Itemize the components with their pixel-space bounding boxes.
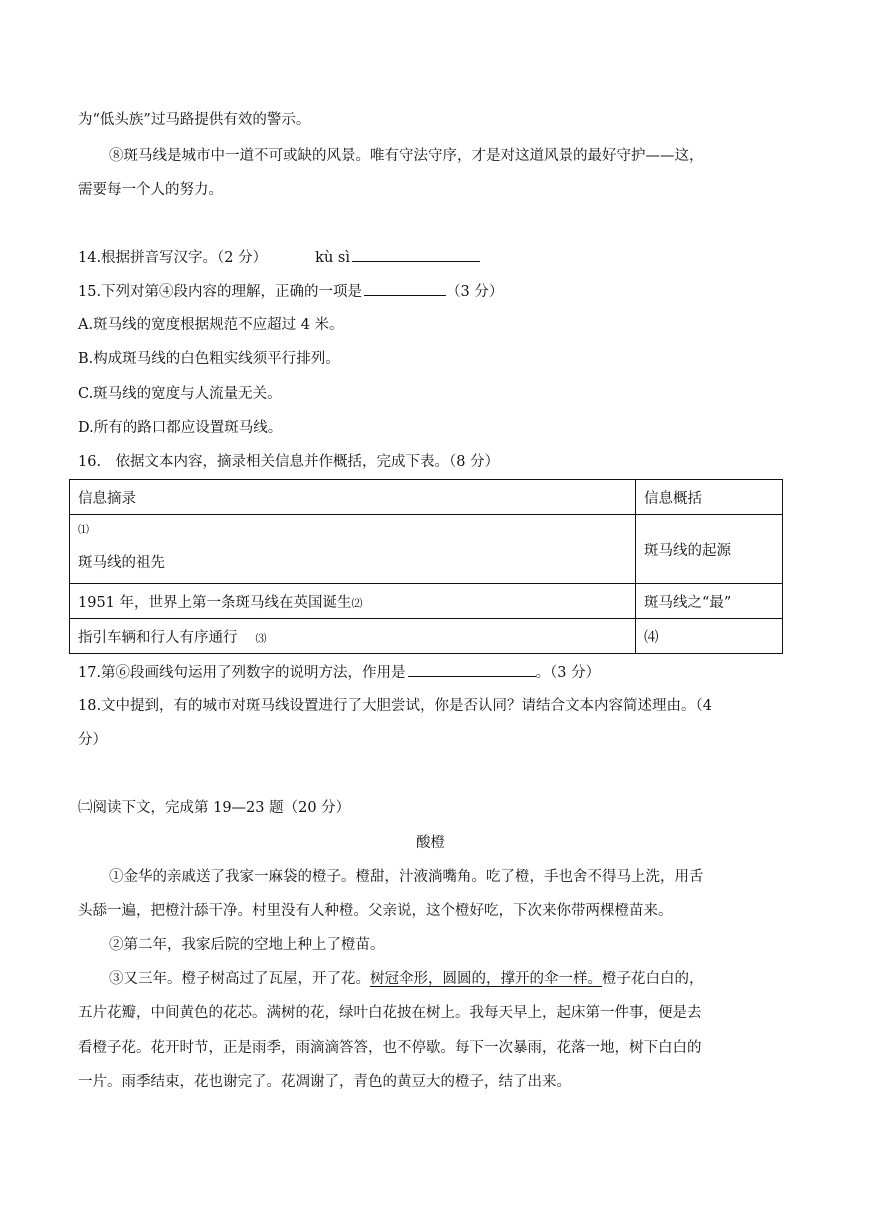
excerpt-text-3: 指引车辆和行人有序通行 <box>78 629 238 646</box>
option-a: A.斑马线的宽度根据规范不应超过 4 米。 <box>78 317 344 333</box>
paragraph-8-line-1: ⑧斑马线是城市中一道不可或缺的风景。唯有守法守序，才是对这道风景的最好守护——这， <box>109 148 704 164</box>
question-18-line-2: 分） <box>78 732 107 748</box>
blank-marker-3: ⑶ <box>255 631 267 645</box>
table-header-excerpt: 信息摘录 <box>70 480 636 515</box>
question-17 <box>78 662 600 683</box>
article-paragraph-1-line-2: 头舔一遍，把橙汁舔干净。村里没有人种橙。父亲说，这个橙好吃，下次来你带两棵橙苗来。 <box>78 903 673 919</box>
question-16: 16. 依据文本内容，摘录相关信息并作概括，完成下表。（8 分） <box>78 454 500 470</box>
paragraph-7-end: 为“低头族”过马路提供有效的警示。 <box>78 112 311 128</box>
article-paragraph-3-line-3: 看橙子花。花开时节，正是雨季，雨滴滴答答，也不停歇。每下一次暴雨，花落一地，树下白白的 <box>78 1040 702 1056</box>
paragraph-3-text-a: ③又三年。橙子树高过了瓦屋，开了花。 <box>109 971 370 987</box>
answer-blank-17[interactable] <box>408 662 536 677</box>
article-paragraph-3-line-4: 一片。雨季结束，花也谢完了。花凋谢了，青色的黄豆大的橙子，结了出来。 <box>78 1074 571 1090</box>
paragraph-8-line-2: 需要每一个人的努力。 <box>78 182 223 198</box>
underlined-sentence: 树冠伞形，圆圆的，撑开的伞一样。 <box>370 971 602 987</box>
answer-blank-14[interactable] <box>352 247 480 262</box>
question-17-text: 17.第⑥段画线句运用了列数字的说明方法，作用是 <box>78 665 406 681</box>
article-paragraph-1-line-1: ①金华的亲戚送了我家一麻袋的橙子。橙甜，汁液淌嘴角。吃了橙，手也舍不得马上洗，用舌 <box>109 869 704 885</box>
table-row <box>70 619 783 654</box>
question-14 <box>78 247 480 268</box>
blank-marker-1: ⑴ <box>78 523 89 536</box>
excerpt-text-2: 1951 年，世界上第一条斑马线在英国诞生 <box>78 594 352 611</box>
article-title: 酸橙 <box>416 835 445 851</box>
table-row <box>70 515 783 584</box>
section-heading: ㈡阅读下文，完成第 19—23 题（20 分） <box>78 800 351 816</box>
table-header-row <box>70 480 783 515</box>
question-17-tail: 。（3 分） <box>535 665 601 681</box>
table-cell-summary: 斑马线的起源 <box>636 515 783 584</box>
table-cell-excerpt[interactable] <box>70 619 636 654</box>
excerpt-text-1: 斑马线的祖先 <box>78 555 165 571</box>
table-cell-summary: 斑马线之“最” <box>636 584 783 619</box>
question-15-score: （3 分） <box>446 284 504 300</box>
table-header-summary: 信息概括 <box>636 480 783 515</box>
table-row <box>70 584 783 619</box>
table-cell-summary-blank[interactable]: ⑷ <box>636 619 783 654</box>
option-c: C.斑马线的宽度与人流量无关。 <box>78 386 282 402</box>
option-d: D.所有的路口都应设置斑马线。 <box>78 420 283 436</box>
article-paragraph-3-line-1 <box>78 969 704 989</box>
question-15 <box>78 281 503 302</box>
question-14-pinyin: kù sì <box>315 250 350 266</box>
article-paragraph-3-line-2: 五片花瓣，中间黄色的花芯。满树的花，绿叶白花披在树上。我每天早上，起床第一件事，便是去 <box>78 1005 702 1021</box>
info-table <box>69 479 783 654</box>
table-cell-excerpt[interactable] <box>70 584 636 619</box>
question-18-line-1: 18.文中提到，有的城市对斑马线设置进行了大胆尝试，你是否认同？请结合文本内容简述理由。（4 <box>78 698 713 714</box>
article-paragraph-2: ②第二年，我家后院的空地上种上了橙苗。 <box>109 937 385 953</box>
question-14-text: 14.根据拼音写汉字。（2 分） <box>78 250 268 266</box>
option-b: B.构成斑马线的白色粗实线须平行排列。 <box>78 351 340 367</box>
paragraph-3-text-b: 橙子花白白的， <box>602 971 704 987</box>
question-15-text: 15.下列对第④段内容的理解，正确的一项是 <box>78 284 363 300</box>
answer-blank-15[interactable] <box>364 281 446 296</box>
table-cell-excerpt[interactable] <box>70 515 636 584</box>
blank-marker-2: ⑵ <box>351 596 363 610</box>
